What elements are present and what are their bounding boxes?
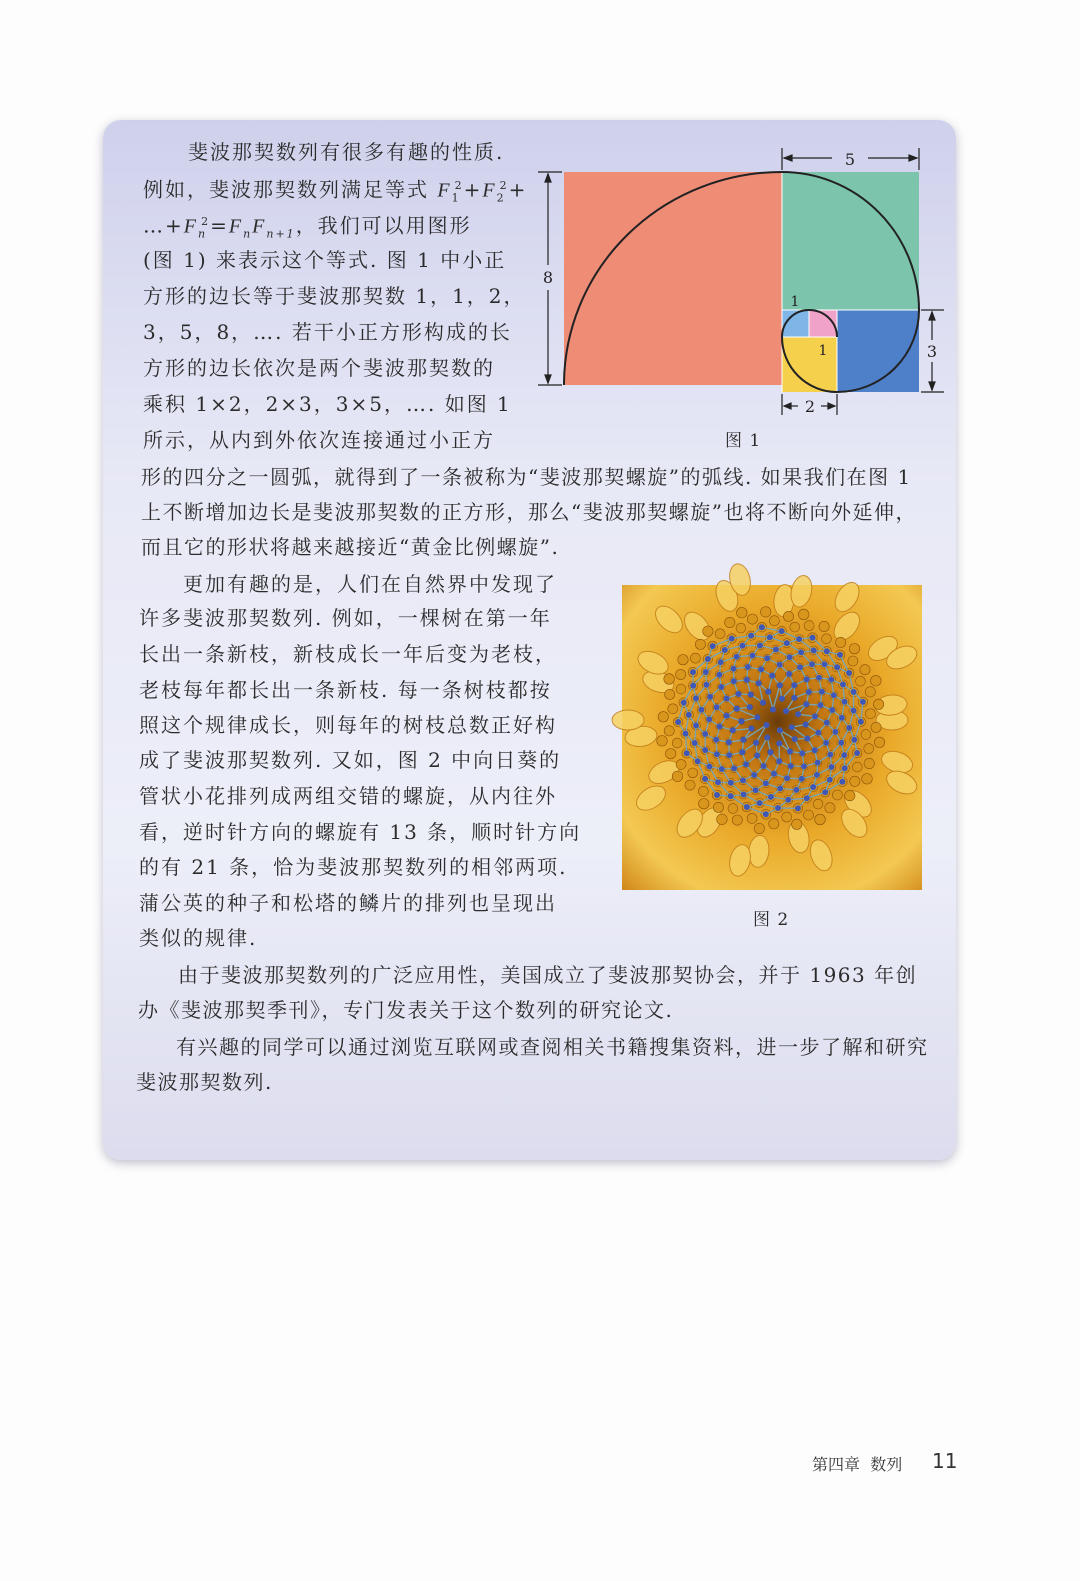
spiral-dot xyxy=(702,776,708,782)
spiral-dot xyxy=(740,777,746,783)
floret xyxy=(747,813,757,823)
spiral-dot xyxy=(683,731,689,737)
spiral-dot xyxy=(842,765,848,771)
spiral-dot xyxy=(819,689,825,695)
spiral-dot xyxy=(754,753,760,759)
spiral-dot xyxy=(728,780,734,786)
spiral-dot xyxy=(846,725,852,731)
spiral-dot xyxy=(840,682,846,688)
spiral-dot xyxy=(854,750,860,756)
spiral-dot xyxy=(771,771,777,777)
spiral-dot xyxy=(799,776,805,782)
spiral-dot xyxy=(784,775,790,781)
spiral-dot xyxy=(827,777,833,783)
floret xyxy=(861,730,871,740)
nature-line-1: 更加有趣的是，人们在自然界中发现了 xyxy=(183,572,557,596)
spiral-dot xyxy=(750,653,756,659)
spiral-dot xyxy=(734,654,740,660)
spiral-dot xyxy=(776,740,782,746)
intro-line-8: 乘积 1×2，2×3，3×5，…. 如图 1 xyxy=(143,392,512,416)
spiral-dot xyxy=(776,758,782,764)
floret xyxy=(804,621,814,631)
spiral-dot xyxy=(793,787,799,793)
spiral-dot xyxy=(740,643,746,649)
spiral-dot xyxy=(716,672,722,678)
spiral-dot xyxy=(773,647,779,653)
spiral-dot xyxy=(763,811,769,817)
spiral-dot xyxy=(753,740,759,746)
spiral-dot xyxy=(806,689,812,695)
floret xyxy=(832,790,842,800)
spiral-dot xyxy=(767,634,773,640)
spiral-dot xyxy=(811,648,817,654)
nature-line-10: 蒲公英的种子和松塔的鳞片的排列也呈现出 xyxy=(139,891,557,915)
floret xyxy=(856,676,866,686)
spiral-dot xyxy=(734,706,740,712)
spiral-dot xyxy=(710,643,716,649)
floret xyxy=(862,774,873,785)
spiral-dot xyxy=(846,670,852,676)
floret xyxy=(849,644,859,654)
spiral-dot xyxy=(777,662,783,668)
spiral-dot xyxy=(801,763,807,769)
floret xyxy=(822,634,832,644)
square-5 xyxy=(782,172,919,310)
spiral-dot xyxy=(787,749,793,755)
floret xyxy=(664,674,675,685)
floret xyxy=(782,812,792,822)
spiral-dot xyxy=(841,752,847,758)
spiral-dot xyxy=(795,805,801,811)
spiral-dot xyxy=(754,714,760,720)
spiral-dot xyxy=(829,707,835,713)
spiral-dot xyxy=(815,730,821,736)
floret xyxy=(813,799,823,809)
floret xyxy=(732,815,742,825)
spiral-dot xyxy=(702,731,708,737)
spiral-dot xyxy=(815,760,821,766)
spiral-dot xyxy=(739,749,745,755)
spiral-dot xyxy=(779,696,785,702)
floret xyxy=(703,626,713,636)
floret xyxy=(769,819,779,829)
spiral-dot xyxy=(809,661,815,667)
spiral-dot xyxy=(797,664,803,670)
floret xyxy=(860,665,870,675)
paragraph-society: 由于斐波那契数列的广泛应用性，美国成立了斐波那契协会，并于 1963 年创办《斐波那契季刊》，专门发表关于这个数列的研究论文. xyxy=(138,963,918,1022)
floret xyxy=(728,804,738,814)
spiral-dot xyxy=(741,737,747,743)
spiral-dot xyxy=(804,676,810,682)
spiral-dot xyxy=(690,683,696,689)
floret xyxy=(747,614,757,624)
intro-line-7: 方形的边长依次是两个斐波那契数的 xyxy=(143,356,495,380)
floret xyxy=(717,814,728,825)
spiral-dot xyxy=(789,724,795,730)
floret xyxy=(657,736,668,747)
fibonacci-squares-figure xyxy=(532,140,938,430)
spiral-dot xyxy=(810,635,816,641)
nature-line-9: 的有 21 条，恰为斐波那契数列的相邻两项. xyxy=(139,855,568,879)
spiral-dot xyxy=(812,747,818,753)
figure1-caption: 图 1 xyxy=(725,431,762,451)
spiral-dot xyxy=(693,695,699,701)
spiral-dot xyxy=(744,677,750,683)
spiral-dot xyxy=(692,740,698,746)
spiral-dot xyxy=(743,761,749,767)
spiral-dot xyxy=(816,675,822,681)
spiral-dot xyxy=(748,633,754,639)
spiral-dot xyxy=(796,636,802,642)
spiral-dot xyxy=(724,713,730,719)
spiral-dot xyxy=(842,699,848,705)
spiral-dot xyxy=(783,708,789,714)
spiral-dot xyxy=(803,722,809,728)
spiral-dot xyxy=(739,718,745,724)
floret xyxy=(699,799,709,809)
spiral-dot xyxy=(827,752,833,758)
intro-line-3: $\dots+F_n^2=F_nF_{n+1}$，我们可以用图形 xyxy=(143,213,472,241)
spiral-dot xyxy=(814,772,820,778)
spiral-dot xyxy=(713,737,719,743)
spiral-dot xyxy=(731,678,737,684)
floret xyxy=(676,684,686,694)
spiral-dot xyxy=(726,739,732,745)
spiral-dot xyxy=(818,702,824,708)
intro-line-1: 斐波那契数列有很多有趣的性质. xyxy=(188,140,505,164)
spiral-dot xyxy=(702,747,708,753)
spiral-dot xyxy=(690,669,696,675)
spiral-dot xyxy=(751,772,757,778)
floret xyxy=(690,653,700,663)
floret xyxy=(848,656,858,666)
spiral-dot xyxy=(791,682,797,688)
spiral-dot xyxy=(860,699,866,705)
floret xyxy=(873,699,883,709)
spiral-dot xyxy=(706,764,712,770)
floret xyxy=(874,737,884,747)
floret xyxy=(725,617,735,627)
spiral-dot xyxy=(714,751,720,757)
floret xyxy=(845,790,855,800)
spiral-dot xyxy=(784,640,790,646)
spiral-dot xyxy=(777,727,783,733)
spiral-dot xyxy=(757,800,763,806)
figure2-caption: 图 2 xyxy=(753,910,790,930)
spiral-dot xyxy=(822,661,828,667)
floret xyxy=(715,629,725,639)
label-5: 5 xyxy=(844,150,856,169)
spiral-dot xyxy=(838,740,844,746)
spiral-dot xyxy=(693,723,699,729)
spiral-dot xyxy=(765,689,771,695)
spiral-dot xyxy=(724,696,730,702)
floret xyxy=(783,611,793,621)
floret xyxy=(695,639,705,649)
spiral-dot xyxy=(735,691,741,697)
floret xyxy=(852,762,862,772)
spiral-dot xyxy=(785,797,791,803)
spiral-dot xyxy=(775,805,781,811)
spiral-dot xyxy=(804,736,810,742)
footer-chapter: 第四章 数列 xyxy=(812,1455,903,1474)
floret xyxy=(672,771,683,782)
spiral-dot xyxy=(768,749,774,755)
label-2: 2 xyxy=(804,397,816,416)
floret xyxy=(798,609,809,620)
spiral-dot xyxy=(851,737,857,743)
spiral-dot xyxy=(718,684,724,690)
spiral-dot xyxy=(747,704,753,710)
label-3: 3 xyxy=(926,342,938,361)
spiral-dot xyxy=(761,763,767,769)
spiral-dot xyxy=(757,643,763,649)
spiral-dot xyxy=(753,787,759,793)
floret xyxy=(676,759,686,769)
spiral-dot xyxy=(695,758,701,764)
floret xyxy=(769,616,779,626)
intro-line-9: 所示，从内到外依次连接通过小正方 xyxy=(143,428,495,452)
floret xyxy=(790,622,800,632)
spiral-dot xyxy=(722,647,728,653)
spiral-dot xyxy=(777,682,783,688)
spiral-dot xyxy=(731,666,737,672)
spiral-dot xyxy=(777,786,783,792)
spiral-dot xyxy=(812,713,818,719)
spiral-dot xyxy=(744,804,750,810)
spiral-dot xyxy=(779,628,785,634)
floret xyxy=(658,712,668,722)
spiral-dot xyxy=(741,792,747,798)
spiral-dot xyxy=(698,707,704,713)
nature-line-5: 照这个规律成长，则每年的树枝总数正好构 xyxy=(139,713,557,737)
spiral-dot xyxy=(764,722,770,728)
spiral-dot xyxy=(707,694,713,700)
spiral-dot xyxy=(851,689,857,695)
page-number: 11 xyxy=(932,1449,958,1473)
floret xyxy=(668,704,678,714)
spiral-dot xyxy=(810,784,816,790)
spiral-dot xyxy=(792,736,798,742)
sunflower-image xyxy=(622,585,922,890)
nature-line-2: 许多斐波那契数列. 例如，一棵树在第一年 xyxy=(139,606,552,630)
spiral-dot xyxy=(799,750,805,756)
nature-line-8: 看，逆时针方向的螺旋有 13 条，顺时针方向 xyxy=(139,820,582,844)
spiral-dot xyxy=(803,701,809,707)
floret xyxy=(672,738,682,748)
intro-continuation: 形的四分之一圆弧，就得到了一条被称为“斐波那契螺旋”的弧线. 如果我们在图 1 上不断增加边长是斐波那契数的正方形，那么“斐波那契螺旋”也将不断向外延伸，而且它的形状将越来越接近“黄金比例螺旋”. xyxy=(141,465,917,559)
spiral-dot xyxy=(791,695,797,701)
label-8: 8 xyxy=(542,268,554,287)
floret xyxy=(864,758,874,768)
spiral-dot xyxy=(837,652,843,658)
floret xyxy=(665,689,675,699)
paragraph-further-study: 有兴趣的同学可以通过浏览互联网或查阅相关书籍搜集资料，进一步了解和研究斐波那契数列. xyxy=(136,1035,929,1094)
petal xyxy=(612,710,644,730)
spiral-dot xyxy=(681,700,687,706)
floret xyxy=(698,786,708,796)
square-3 xyxy=(837,310,919,392)
floret xyxy=(804,810,814,820)
spiral-dot xyxy=(719,766,725,772)
spiral-dot xyxy=(858,719,864,725)
spiral-dot xyxy=(828,677,834,683)
spiral-dot xyxy=(764,735,770,741)
spiral-dot xyxy=(729,636,735,642)
spiral-dot xyxy=(748,692,754,698)
spiral-dot xyxy=(824,648,830,654)
floret xyxy=(865,687,875,697)
spiral-dot xyxy=(829,764,835,770)
floret xyxy=(737,607,748,618)
spiral-dot xyxy=(763,780,769,786)
spiral-dot xyxy=(704,682,710,688)
floret xyxy=(685,780,695,790)
spiral-dot xyxy=(684,750,690,756)
floret xyxy=(836,637,846,647)
spiral-dot xyxy=(703,669,709,675)
spiral-dot xyxy=(705,656,711,662)
spiral-dot xyxy=(768,794,774,800)
spiral-dot xyxy=(824,720,830,726)
floret xyxy=(866,709,876,719)
spiral-dot xyxy=(745,664,751,670)
spiral-dot xyxy=(764,655,770,661)
floret xyxy=(815,814,826,825)
spiral-dot xyxy=(851,708,857,714)
nature-line-11: 类似的规律. xyxy=(139,926,258,950)
spiral-dot xyxy=(718,659,724,665)
nature-line-4: 老枝每年都长出一条新枝. 每一条树枝都按 xyxy=(139,678,552,702)
spiral-dot xyxy=(749,726,755,732)
floret xyxy=(871,722,881,732)
spiral-dot xyxy=(758,666,764,672)
floret xyxy=(676,669,686,679)
intro-line-4: (图 1) 来表示这个等式. 图 1 中小正 xyxy=(143,248,507,272)
spiral-dot xyxy=(831,692,837,698)
spiral-dot xyxy=(675,719,681,725)
spiral-dot xyxy=(726,752,732,758)
intro-line-5: 方形的边长等于斐波那契数 1，1，2， xyxy=(143,284,526,308)
spiral-dot xyxy=(715,779,721,785)
spiral-dot xyxy=(786,671,792,677)
floret xyxy=(678,655,688,665)
spiral-dot xyxy=(756,680,762,686)
spiral-dot xyxy=(823,740,829,746)
spiral-dot xyxy=(706,716,712,722)
floret xyxy=(792,819,802,829)
nature-line-3: 长出一条新枝，新枝成长一年后变为老枝， xyxy=(139,642,557,666)
spiral-dot xyxy=(769,673,775,679)
spiral-dot xyxy=(787,654,793,660)
floret xyxy=(688,768,698,778)
floret xyxy=(664,726,674,736)
spiral-dot xyxy=(798,649,804,655)
spiral-dot xyxy=(839,779,845,785)
label-1a: 1 xyxy=(790,294,800,310)
spiral-dot xyxy=(834,664,840,670)
spiral-dot xyxy=(717,724,723,730)
nature-line-7: 管状小花排列成两组交错的螺旋，从内往外 xyxy=(139,784,557,808)
spiral-dot xyxy=(839,715,845,721)
spiral-dot xyxy=(760,700,766,706)
square-8 xyxy=(564,172,782,385)
intro-line-6: 3，5，8，…. 若干小正方形构成的长 xyxy=(143,320,512,344)
spiral-dot xyxy=(770,707,776,713)
floret xyxy=(736,623,746,633)
spiral-dot xyxy=(832,729,838,735)
spiral-dot xyxy=(686,712,692,718)
spiral-dot xyxy=(714,704,720,710)
spiral-dot xyxy=(788,763,794,769)
floret xyxy=(754,823,764,833)
floret xyxy=(825,803,835,813)
spiral-dot xyxy=(714,792,720,798)
spiral-dot xyxy=(822,789,828,795)
label-1b: 1 xyxy=(818,343,828,359)
floret xyxy=(819,621,829,631)
spiral-dot xyxy=(759,624,765,630)
floret xyxy=(761,607,771,617)
nature-line-6: 成了斐波那契数列. 又如，图 2 中向日葵的 xyxy=(139,748,562,772)
spiral-dot xyxy=(728,793,734,799)
spiral-dot xyxy=(730,727,736,733)
intro-line-2: 例如，斐波那契数列满足等式 $F_1^2+F_2^2+$ xyxy=(143,177,528,205)
floret xyxy=(871,675,882,686)
floret xyxy=(666,749,676,759)
spiral-dot xyxy=(804,795,810,801)
spiral-dot xyxy=(795,711,801,717)
spiral-dot xyxy=(731,765,737,771)
floret xyxy=(850,776,860,786)
floret xyxy=(713,802,723,812)
floret xyxy=(864,744,874,754)
